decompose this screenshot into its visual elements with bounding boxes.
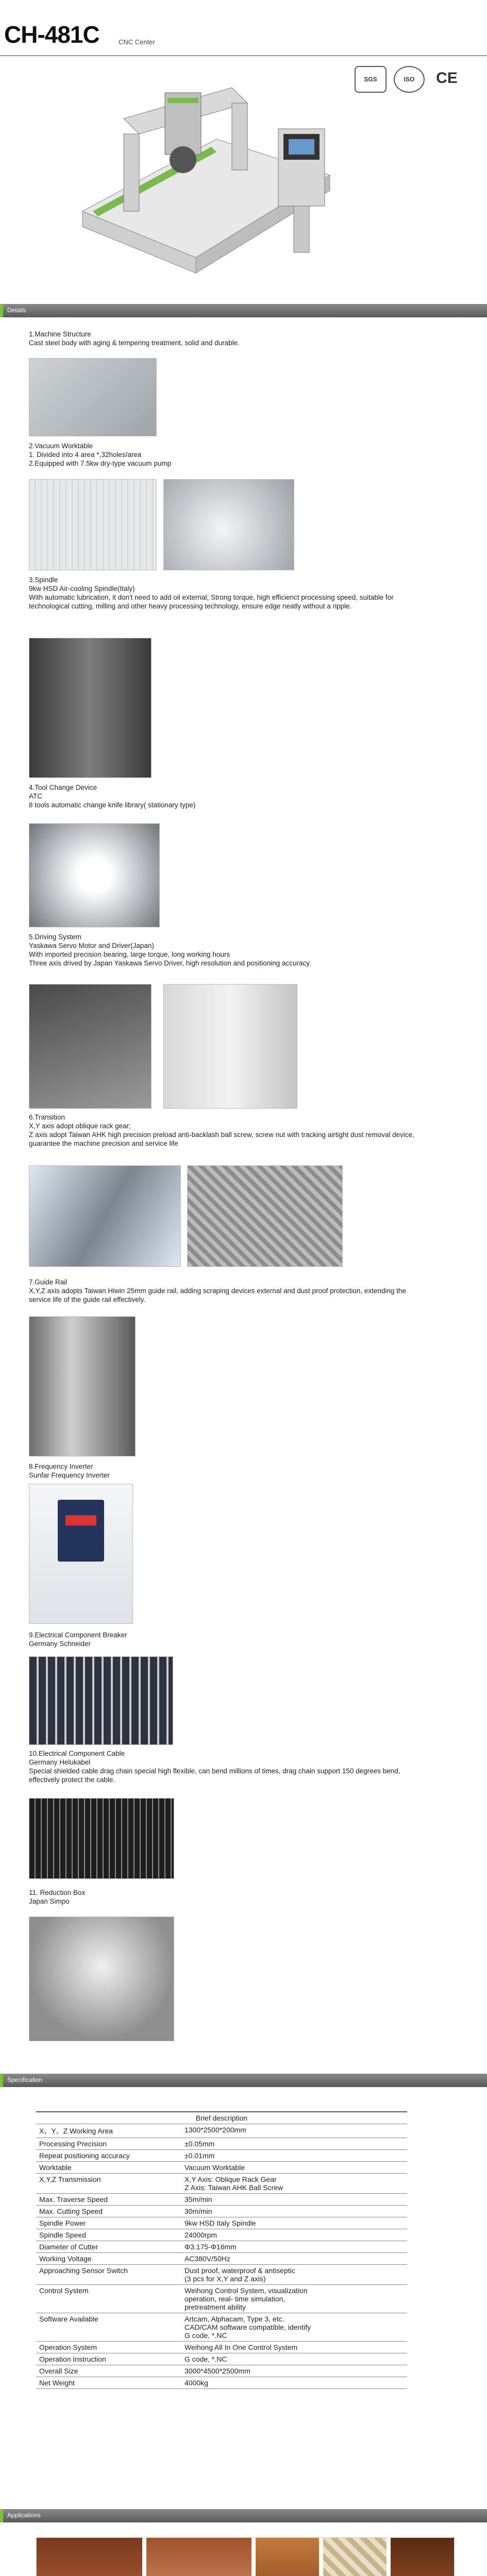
- detail-spindle: [29, 575, 400, 611]
- spec-row: [36, 2174, 407, 2194]
- spec-value: 3000*4500*2500mm: [181, 2365, 407, 2377]
- spec-row: [36, 2313, 407, 2342]
- spindle-photo: [29, 638, 152, 778]
- vacuum-pump-photo: [163, 479, 294, 570]
- servo-driver-photo: [163, 984, 297, 1109]
- spec-row: [36, 2365, 407, 2377]
- spec-row: [36, 2194, 407, 2206]
- spec-key: Diameter of Cutter: [36, 2241, 181, 2253]
- detail-title: 1.Machine Structure: [29, 330, 91, 338]
- spec-row: [36, 2124, 407, 2138]
- application-photo: [391, 2538, 454, 2576]
- specification-section-bar: [0, 2074, 487, 2087]
- detail-text: Z axis adopt Taiwan AHK high precision preload anti-backlash ball screw, screw nut with tracking airtight dust removal device, guarantee the machine precision and service life: [29, 1131, 414, 1147]
- detail-title: 4.Tool Change Device: [29, 784, 97, 791]
- spec-key: X、Y、Z Working Area: [36, 2124, 181, 2138]
- spec-brief: Brief description: [36, 2112, 407, 2124]
- spec-value: Weihong All In One Control System: [181, 2342, 407, 2353]
- specification-heading: Specification: [7, 2076, 43, 2083]
- detail-title: 2.Vacuum Worktable: [29, 442, 93, 450]
- ce-logo: CE: [436, 70, 458, 87]
- spec-row: [36, 2265, 407, 2285]
- spec-row: [36, 2138, 407, 2150]
- detail-text: 9kw HSD Air-cooling Spindle(Italy): [29, 585, 135, 592]
- details-section-bar: [0, 304, 487, 317]
- spec-value: 4000kg: [181, 2377, 407, 2389]
- details-heading: Details: [7, 307, 26, 314]
- spec-value: G code, *.NC: [181, 2353, 407, 2365]
- application-photo: [256, 2538, 319, 2576]
- iso-logo: ISO: [394, 66, 425, 93]
- detail-text: X,Y,Z axis adopts Taiwan Hiwin 25mm guide rail, adding scraping devices external and dust proof protection, extending the service life of the guide rail effectively.: [29, 1287, 406, 1303]
- spec-value: 30m/min: [181, 2206, 407, 2217]
- spec-value: X,Y Axis: Oblique Rack Gear Z Axis: Taiwan AHK Ball Screw: [181, 2174, 407, 2194]
- page-title: CH-481C: [4, 21, 99, 48]
- detail-vacuum-worktable: [29, 442, 338, 468]
- detail-tool-change: [29, 783, 338, 809]
- spec-value: 1300*2500*200mm: [181, 2124, 407, 2138]
- spec-value: 35m/min: [181, 2194, 407, 2206]
- spec-value: ±0.01mm: [181, 2150, 407, 2162]
- spec-key: Spindle Power: [36, 2217, 181, 2229]
- title-divider: [0, 55, 487, 56]
- detail-title: 11. Reduction Box: [29, 1889, 86, 1896]
- hero-machine-image: [62, 57, 350, 278]
- certification-logos: [355, 66, 478, 93]
- detail-title: 3.Spindle: [29, 576, 58, 584]
- tool-change-photo: [29, 823, 160, 927]
- spec-value: Artcam, Alphacam, Type 3, etc. CAD/CAM software compatible, identify G code, *.NC: [181, 2313, 407, 2342]
- spec-value: Φ3.175-Φ16mm: [181, 2241, 407, 2253]
- inverter-photo: [29, 1484, 133, 1624]
- detail-text: X,Y axis adopt oblique rack gear;: [29, 1122, 131, 1130]
- spec-key: Overall Size: [36, 2365, 181, 2377]
- guide-rail-photo: [29, 1316, 136, 1456]
- applications-row-1: [36, 2537, 455, 2576]
- spec-key: Approaching Sensor Switch: [36, 2265, 181, 2285]
- ball-screw-photo: [29, 1165, 181, 1267]
- detail-text: Three axis drived by Japan Yaskawa Servo Driver, high resolution and positioning accuracy.: [29, 959, 311, 967]
- detail-reduction-box: [29, 1888, 338, 1906]
- detail-text: With imported precision bearing, large torque, long working hours: [29, 951, 230, 958]
- detail-transition: [29, 1113, 421, 1148]
- spec-value: Weihong Control System, visualization operation, real- time simulation, pretreatment ability: [181, 2285, 407, 2313]
- spec-key: Repeat positioning accuracy: [36, 2150, 181, 2162]
- applications-heading: Applications: [7, 2512, 41, 2519]
- application-photo: [37, 2538, 142, 2576]
- spec-key: Operation Instruction: [36, 2353, 181, 2365]
- spec-key: Software Available: [36, 2313, 181, 2342]
- spec-row: [36, 2229, 407, 2241]
- detail-cable: [29, 1749, 421, 1784]
- rack-gear-photo: [187, 1165, 343, 1267]
- detail-text: Germany Helukabel: [29, 1758, 91, 1766]
- spec-value: Vacuum Worktable: [181, 2162, 407, 2174]
- spec-row: [36, 2377, 407, 2389]
- vacuum-worktable-photo: [29, 479, 157, 570]
- detail-text: ATC: [29, 792, 42, 800]
- spec-key: Control System: [36, 2285, 181, 2313]
- detail-title: 9.Electrical Component Breaker: [29, 1631, 127, 1639]
- detail-text: 2.Equipped with 7.5kw dry-type vacuum pump: [29, 460, 172, 467]
- spec-row: [36, 2206, 407, 2217]
- machine-structure-photo: [29, 358, 157, 436]
- application-photo: [323, 2538, 387, 2576]
- detail-text: Germany Schneider: [29, 1640, 91, 1648]
- detail-text: Special shielded cable drag chain special high flexible, can bend millions of times, drag chain support 150 degrees bend, effectively protect the cable.: [29, 1767, 400, 1784]
- detail-title: 8.Frequency Inverter: [29, 1463, 93, 1470]
- spec-key: Max. Traverse Speed: [36, 2194, 181, 2206]
- spec-row: [36, 2217, 407, 2229]
- detail-driving-system: [29, 933, 421, 968]
- detail-text: Yaskawa Servo Motor and Driver(Japan): [29, 942, 154, 950]
- detail-guide-rail: [29, 1278, 421, 1304]
- detail-title: 5.Driving System: [29, 933, 82, 941]
- detail-text: Cast steel body with aging & tempering treatment, solid and durable.: [29, 339, 240, 347]
- spec-key: Processing Precision: [36, 2138, 181, 2150]
- spec-key: X,Y,Z Transmission: [36, 2174, 181, 2194]
- detail-frequency-inverter: [29, 1462, 338, 1480]
- spec-row: [36, 2253, 407, 2265]
- spec-row: [36, 2241, 407, 2253]
- spec-row: [36, 2285, 407, 2313]
- reduction-box-photo: [29, 1917, 174, 2041]
- spec-key: Working Voltage: [36, 2253, 181, 2265]
- breaker-photo: [29, 1656, 173, 1745]
- sgs-logo: SGS: [355, 66, 387, 93]
- spec-value: AC380V/50Hz: [181, 2253, 407, 2265]
- application-photo: [146, 2538, 252, 2576]
- servo-motor-photo: [29, 984, 152, 1109]
- spec-row: [36, 2353, 407, 2365]
- spec-key: Operation System: [36, 2342, 181, 2353]
- spec-key: Net Weight: [36, 2377, 181, 2389]
- page-subtitle: CNC Center: [119, 38, 155, 46]
- spec-key: Spindle Speed: [36, 2229, 181, 2241]
- spec-key: Max. Cutting Speed: [36, 2206, 181, 2217]
- spec-value: 9kw HSD Italy Spindle: [181, 2217, 407, 2229]
- spec-value: ±0.05mm: [181, 2138, 407, 2150]
- spec-row: [36, 2162, 407, 2174]
- spec-value: 24000rpm: [181, 2229, 407, 2241]
- cable-chain-photo: [29, 1798, 174, 1879]
- detail-text: Sunfar Frequency Inverter: [29, 1471, 110, 1479]
- spec-value: Dust proof, waterproof & antiseptic (3 pcs for X,Y and Z axis): [181, 2265, 407, 2285]
- detail-title: 6.Transition: [29, 1113, 65, 1121]
- detail-text: With automatic lubrication, it don't need to add oil external; Strong torque, high efficienct processing speed, suitable for technological cutting, milling and other heavy processing technology, ensure edge neatly without a ripple.: [29, 594, 394, 610]
- detail-title: 7.Guide Rail: [29, 1278, 68, 1286]
- detail-text: Japan Simpo: [29, 1897, 70, 1905]
- detail-machine-structure: [29, 330, 338, 347]
- detail-text: 1. Divided into 4 area *,32holes/area: [29, 451, 142, 459]
- detail-title: 10.Electrical Component Cable: [29, 1750, 125, 1757]
- spec-key: Worktable: [36, 2162, 181, 2174]
- detail-breaker: [29, 1631, 338, 1648]
- spec-table: [36, 2111, 407, 2389]
- spec-row: [36, 2150, 407, 2162]
- spec-row: [36, 2342, 407, 2353]
- applications-section-bar: [0, 2509, 487, 2522]
- detail-text: 8 tools automatic change knife library( stationary type): [29, 801, 196, 809]
